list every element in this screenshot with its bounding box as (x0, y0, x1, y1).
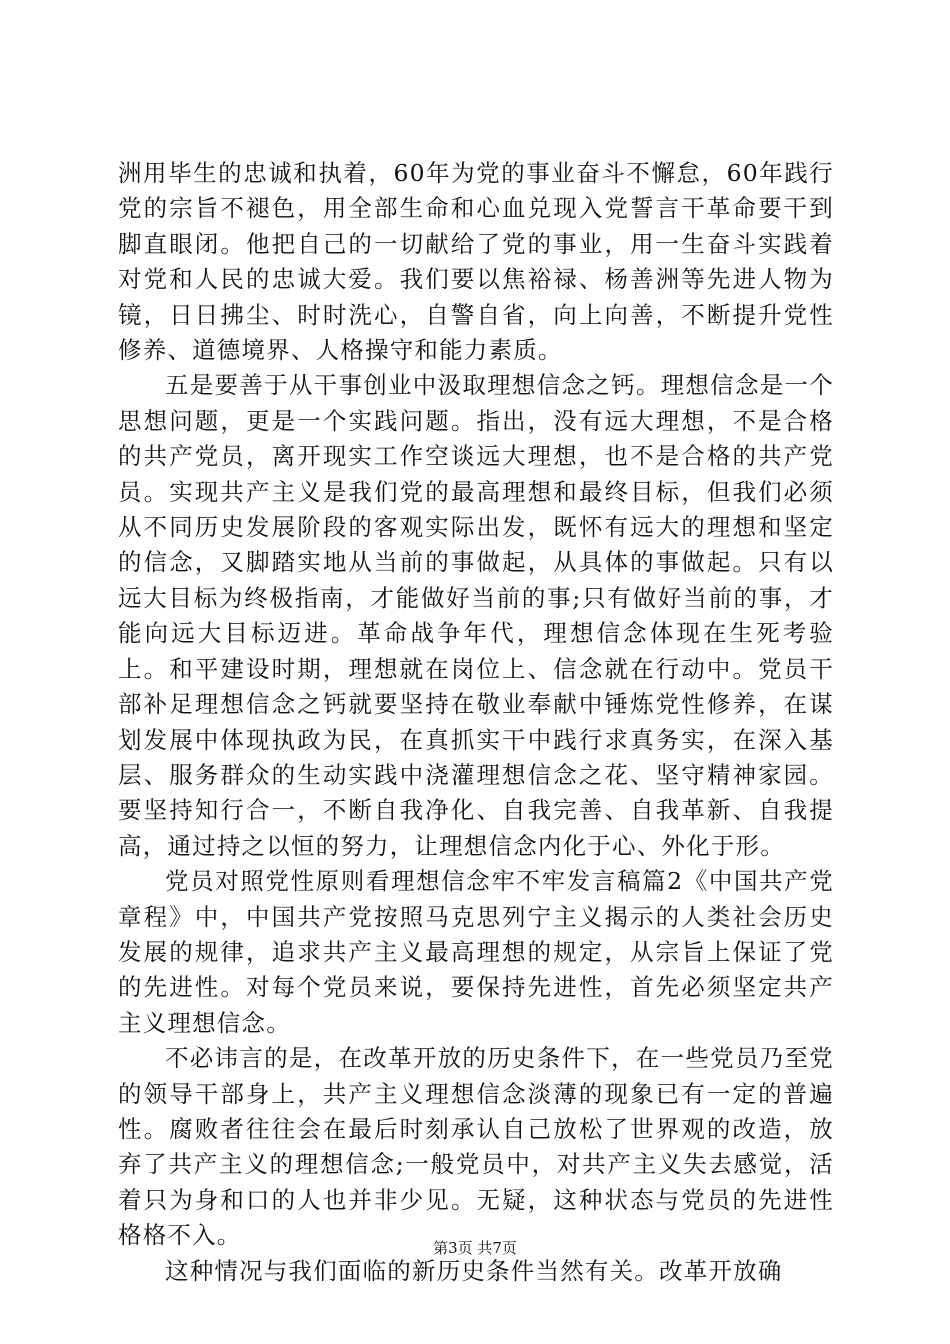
paragraph: 党员对照党性原则看理想信念牢不牢发言稿篇2《中国共产党章程》中，中国共产党按照马克思列宁主义揭示的人类社会历史发展的规律，追求共产主义最高理想的规定，从宗旨上保证了党的先进性。对每个党员来说，要保持先进性，首先必须坚定共产主义理想信念。 (118, 867, 834, 1037)
paragraph: 不必讳言的是，在改革开放的历史条件下，在一些党员乃至党的领导干部身上，共产主义理想信念淡薄的现象已有一定的普遍性。腐败者往往会在最后时刻承认自己放松了世界观的改造，放弃了共产主义的理想信念;一般党员中，对共产主义失去感觉，活着只为身和口的人也并非少见。无疑，这种状态与党员的先进性格格不入。 (118, 1044, 834, 1250)
paragraph: 五是要善于从干事创业中汲取理想信念之钙。理想信念是一个思想问题，更是一个实践问题。指出，没有远大理想，不是合格的共产党员，离开现实工作空谈远大理想，也不是合格的共产党员。实现共产主义是我们党的最高理想和最终目标，但我们必须从不同历史发展阶段的客观实际出发，既怀有远大的理想和坚定的信念，又脚踏实地从当前的事做起，从具体的事做起。只有以远大目标为终极指南，才能做好当前的事;只有做好当前的事，才能向远大目标迈进。革命战争年代，理想信念体现在生死考验上。和平建设时期，理想就在岗位上、信念就在行动中。党员干部补足理想信念之钙就要坚持在敬业奉献中锤炼党性修养，在谋划发展中体现执政为民，在真抓实干中践行求真务实，在深入基层、服务群众的生动实践中浇灌理想信念之花、坚守精神家园。要坚持知行合一，不断自我净化、自我完善、自我革新、自我提高，通过持之以恒的努力，让理想信念内化于心、外化于形。 (118, 371, 834, 860)
paragraph: 洲用毕生的忠诚和执着，60年为党的事业奋斗不懈怠，60年践行党的宗旨不褪色，用全部生命和心血兑现入党誓言干革命要干到脚直眼闭。他把自己的一切献给了党的事业，用一生奋斗实践着对党和人民的忠诚大爱。我们要以焦裕禄、杨善洲等先进人物为镜，日日拂尘、时时洗心，自警自省，向上向善，不断提升党性修养、道德境界、人格操守和能力素质。 (118, 159, 834, 365)
paragraph: 这种情况与我们面临的新历史条件当然有关。改革开放确 (165, 1256, 783, 1285)
document-body (118, 156, 834, 1289)
page-number-footer: 第3页 共7页 (433, 1239, 517, 1257)
